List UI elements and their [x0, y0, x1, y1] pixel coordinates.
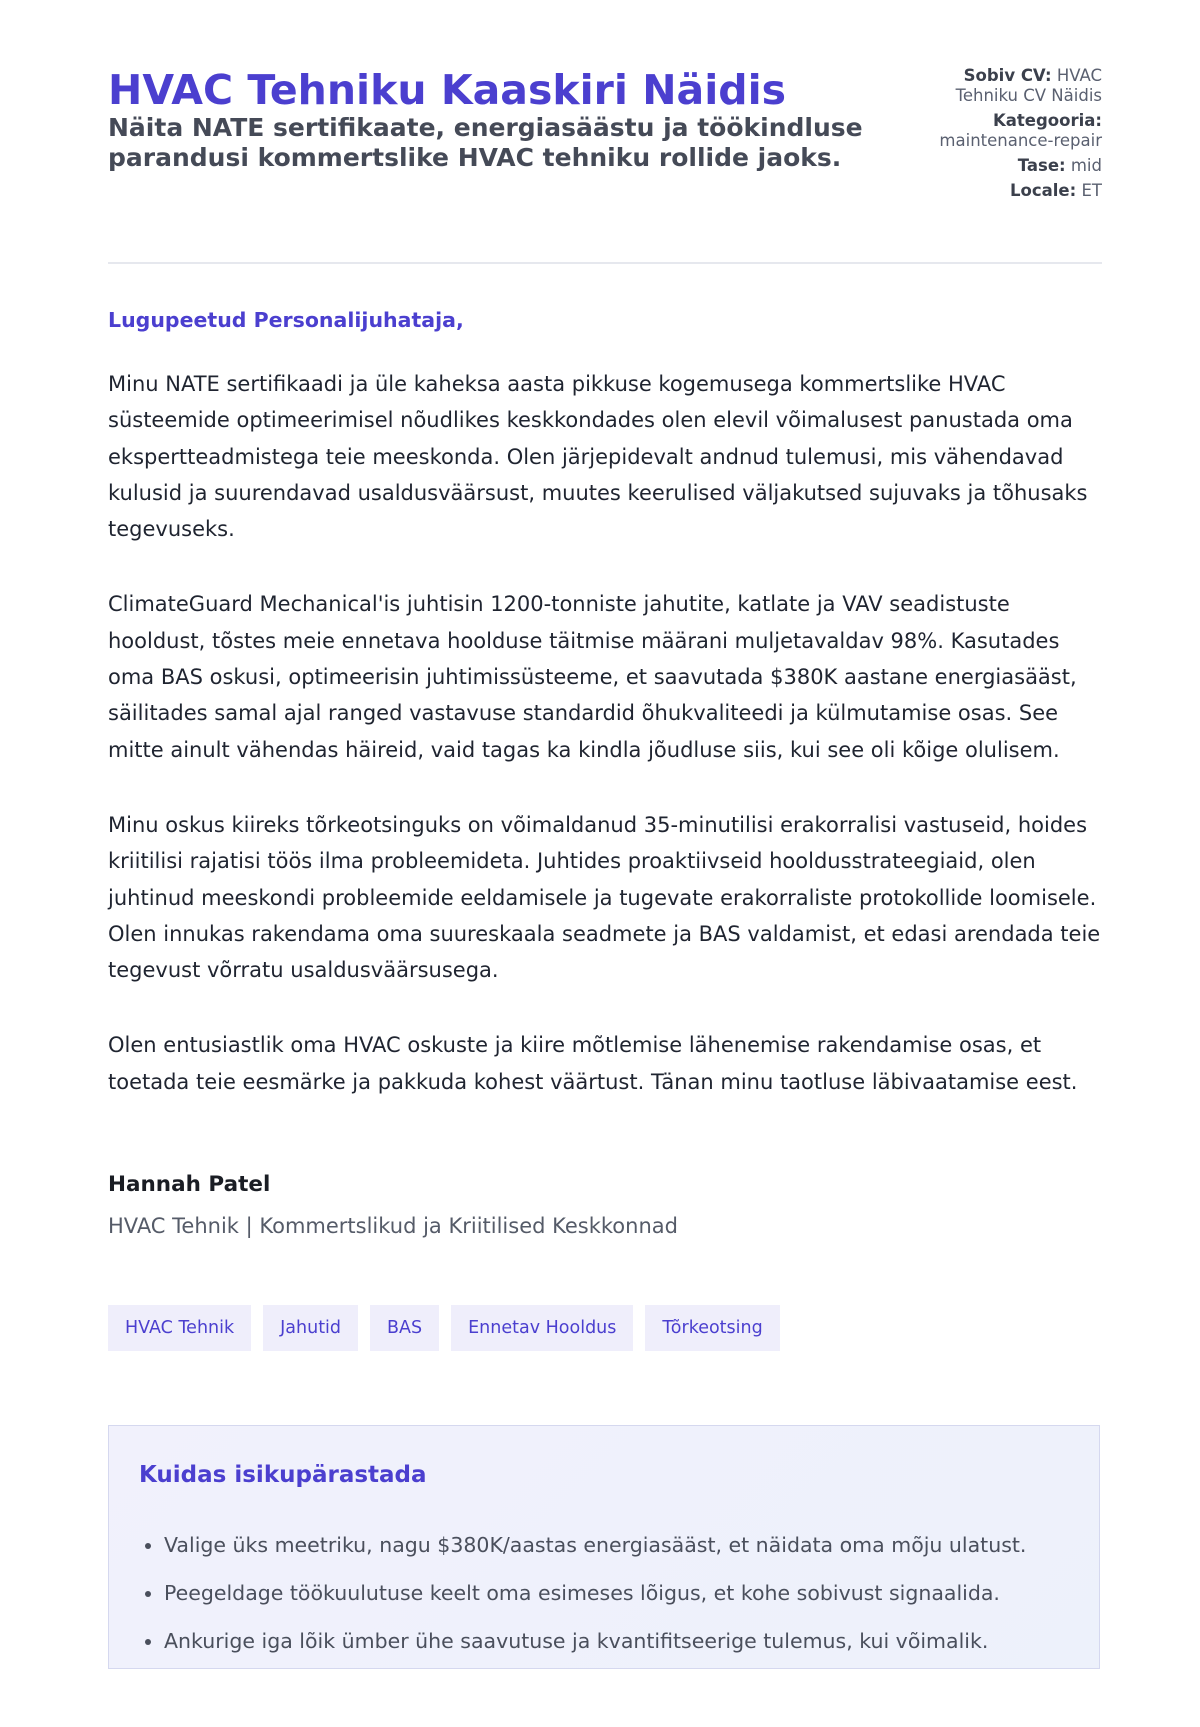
- tips-title: Kuidas isikupärastada: [139, 1462, 427, 1488]
- meta-panel: [932, 66, 1102, 206]
- signature-name: Hannah Patel: [108, 1172, 271, 1197]
- letter-paragraph: Minu oskus kiireks tõrkeotsinguks on võimaldanud 35-minutilisi erakorralisi vastuseid, hoides kriitilisi rajatisi töös ilma probleemideta. Juhtides proaktiivseid hooldusstrateegiaid, olen juhtinud meeskondi probleemide eeldamisele ja tugevate erakorraliste protokollide loomisele. Olen innukas rakendama oma suureskaala seadmete ja BAS valdamist, et edasi arendada teie tegevust võrratu usaldusväärsusega.: [108, 812, 1101, 983]
- signature-block: [108, 1172, 678, 1238]
- tag-list: [108, 1305, 780, 1351]
- personalization-tips-box: [108, 1425, 1100, 1669]
- letter-paragraph: Olen entusiastlik oma HVAC oskuste ja kiire mõtlemise lähenemise rakendamise osas, et toetada teie eesmärke ja pakkuda kohest väärtust. Tänan minu taotluse läbivaatamise eest.: [108, 1033, 1078, 1094]
- page-header: [108, 0, 1102, 264]
- tag-jahutid: Jahutid: [263, 1305, 358, 1351]
- letter-body: [108, 366, 1102, 1139]
- meta-cv-label: Sobiv CV:: [963, 66, 1052, 85]
- cover-letter-page: [108, 0, 1102, 1653]
- letter-paragraph: Minu NATE sertifikaadi ja üle kaheksa aasta pikkuse kogemusega kommertslike HVAC süsteemide optimeerimisel nõudlikes keskkondades olen elevil võimalusest panustada oma ekspertteadmistega teie meeskonda. Olen järjepidevalt andnud tulemusi, mis vähendavad kulusid ja suurendavad usaldusväärsust, muutes keerulised väljakutsed sujuvaks ja tõhusaks tegevuseks.: [108, 372, 1088, 542]
- page-subtitle: Näita NATE sertifikaate, energiasäästu ja töökindluse parandusi kommertslike HVAC tehniku rollide jaoks.: [108, 113, 863, 172]
- tip-item: • Peegeldage töökuulutuse keelt oma esimeses lõigus, et kohe sobivust signaalida.: [164, 1569, 1094, 1617]
- meta-category-value: maintenance-repair: [939, 131, 1102, 150]
- meta-category-label: Kategooria:: [992, 111, 1102, 130]
- letter-paragraph: ClimateGuard Mechanical'is juhtisin 1200-tonniste jahutite, katlate ja VAV seadistuste hooldust, tõstes meie ennetava hoolduse täitmise määrani muljetavaldav 98%. Kasutades oma BAS oskusi, optimeerisin juhtimissüsteeme, et saavutada $380K aastane energiasääst, säilitades samal ajal ranged vastavuse standardid õhukvaliteedi ja külmutamise osas. See mitte ainult vähendas häireid, vaid tagas ka kindla jõudluse siis, kui see oli kõige olulisem.: [108, 592, 1077, 762]
- tag-hvac-tehnik: HVAC Tehnik: [108, 1305, 251, 1351]
- signature-role: HVAC Tehnik | Kommertslikud ja Kriitilised Keskkonnad: [108, 1214, 678, 1238]
- letter-greeting: Lugupeetud Personalijuhataja,: [108, 308, 464, 332]
- meta-cv-value: HVAC Tehniku CV Näidis: [955, 66, 1102, 105]
- page-title: HVAC Tehniku Kaaskiri Näidis: [108, 66, 787, 114]
- tips-list: [139, 1521, 1094, 1665]
- meta-locale: [932, 181, 1102, 201]
- tag-ennetav-hooldus: Ennetav Hooldus: [451, 1305, 633, 1351]
- tip-item: • Valige üks meetriku, nagu $380K/aastas energiasääst, et näidata oma mõju ulatust.: [164, 1521, 1094, 1569]
- meta-locale-label: Locale:: [1010, 181, 1077, 200]
- meta-level-label: Tase:: [1017, 156, 1066, 175]
- meta-category: [932, 111, 1102, 151]
- tag-bas: BAS: [370, 1305, 439, 1351]
- tag-torkeotsing: Tõrkeotsing: [645, 1305, 779, 1351]
- meta-locale-value: ET: [1081, 181, 1102, 200]
- meta-level-value: mid: [1070, 156, 1102, 175]
- meta-level: [932, 156, 1102, 176]
- tip-item: • Ankurige iga lõik ümber ühe saavutuse ja kvantifitseerige tulemus, kui võimalik.: [164, 1617, 1094, 1665]
- meta-cv: [932, 66, 1102, 106]
